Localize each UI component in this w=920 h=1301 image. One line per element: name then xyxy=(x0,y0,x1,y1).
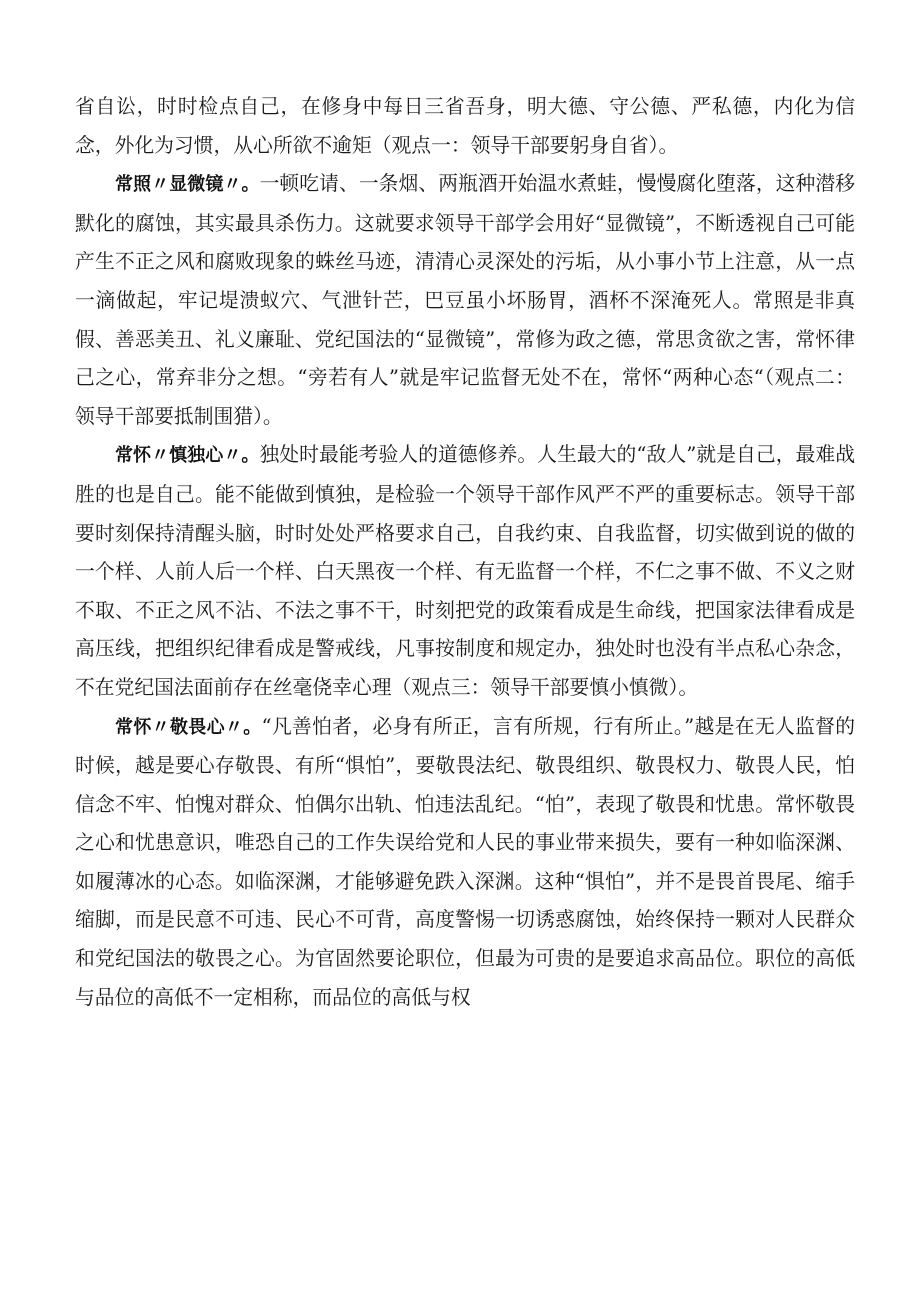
paragraph-text: 独处时最能考验人的道德修养。人生最大的“敌人”就是自己，最难战胜的也是自己。能不能做到慎独，是检验一个领导干部作风严不严的重要标志。领导干部要时刻保持清醒头脑，时时处处严格要求自己，自我约束、自我监督，切实做到说的做的一个样、人前人后一个样、白天黑夜一个样、有无监督一个样，不仁之事不做、不义之财不取、不正之风不沾、不法之事不干，时刻把党的政策看成是生命线，把国家法律看成是高压线，把组织纪律看成是警戒线，凡事按制度和规定办，独处时也没有半点私心杂念，不在党纪国法面前存在丝毫侥幸心理（观点三：领导干部要慎小慎微）。 xyxy=(75,443,856,699)
section-heading: 常怀〃慎独心〃。 xyxy=(115,445,260,467)
paragraph-text: 省自讼，时时检点自己，在修身中每日三省吾身，明大德、守公德、严私德，内化为信念，外化为习惯，从心所欲不逾矩（观点一：领导干部要躬身自省）。 xyxy=(75,95,855,157)
paragraph-reverence xyxy=(75,708,855,1018)
section-heading: 常照〃显微镜〃。 xyxy=(115,174,260,196)
paragraph-prudence xyxy=(75,436,855,707)
section-heading: 常怀〃敬畏心〃。 xyxy=(115,716,262,738)
paragraph-microscope xyxy=(75,165,855,436)
paragraph-continuation xyxy=(75,88,855,165)
document-body xyxy=(75,88,855,1017)
paragraph-text: 一顿吃请、一条烟、两瓶酒开始温水煮蛙，慢慢腐化堕落，这种潜移默化的腐蚀，其实最具杀伤力。这就要求领导干部学会用好“显微镜”，不断透视自己可能产生不正之风和腐败现象的蛛丝马迹，清清心灵深处的污垢，从小事小节上注意，从一点一滴做起，牢记堤溃蚁穴、气泄针芒，巴豆虽小坏肠胃，酒杯不深淹死人。常照是非真假、善恶美丑、礼义廉耻、党纪国法的“显微镜”，常修为政之德，常思贪欲之害，常怀律己之心，常弃非分之想。“旁若有人”就是牢记监督无处不在，常怀“两种心态“（观点二：领导干部要抵制围猎）。 xyxy=(75,172,855,428)
paragraph-text: “凡善怕者，必身有所正，言有所规，行有所止。”越是在无人监督的时候，越是要心存敬畏、有所“惧怕”，要敬畏法纪、敬畏组织、敬畏权力、敬畏人民，怕信念不牢、怕愧对群众、怕偶尔出轨、怕违法乱纪。“怕”，表现了敬畏和忧患。常怀敬畏之心和忧患意识，唯恐自己的工作失误给党和人民的事业带来损失，要有一种如临深渊、如履薄冰的心态。如临深渊，才能够避免跌入深渊。这种“惧怕”，并不是畏首畏尾、缩手缩脚，而是民意不可违、民心不可背，高度警惕一切诱惑腐蚀，始终保持一颗对人民群众和党纪国法的敬畏之心。为官固然要论职位，但最为可贵的是要追求高品位。职位的高低与品位的高低不一定相称，而品位的高低与权 xyxy=(75,714,855,1009)
